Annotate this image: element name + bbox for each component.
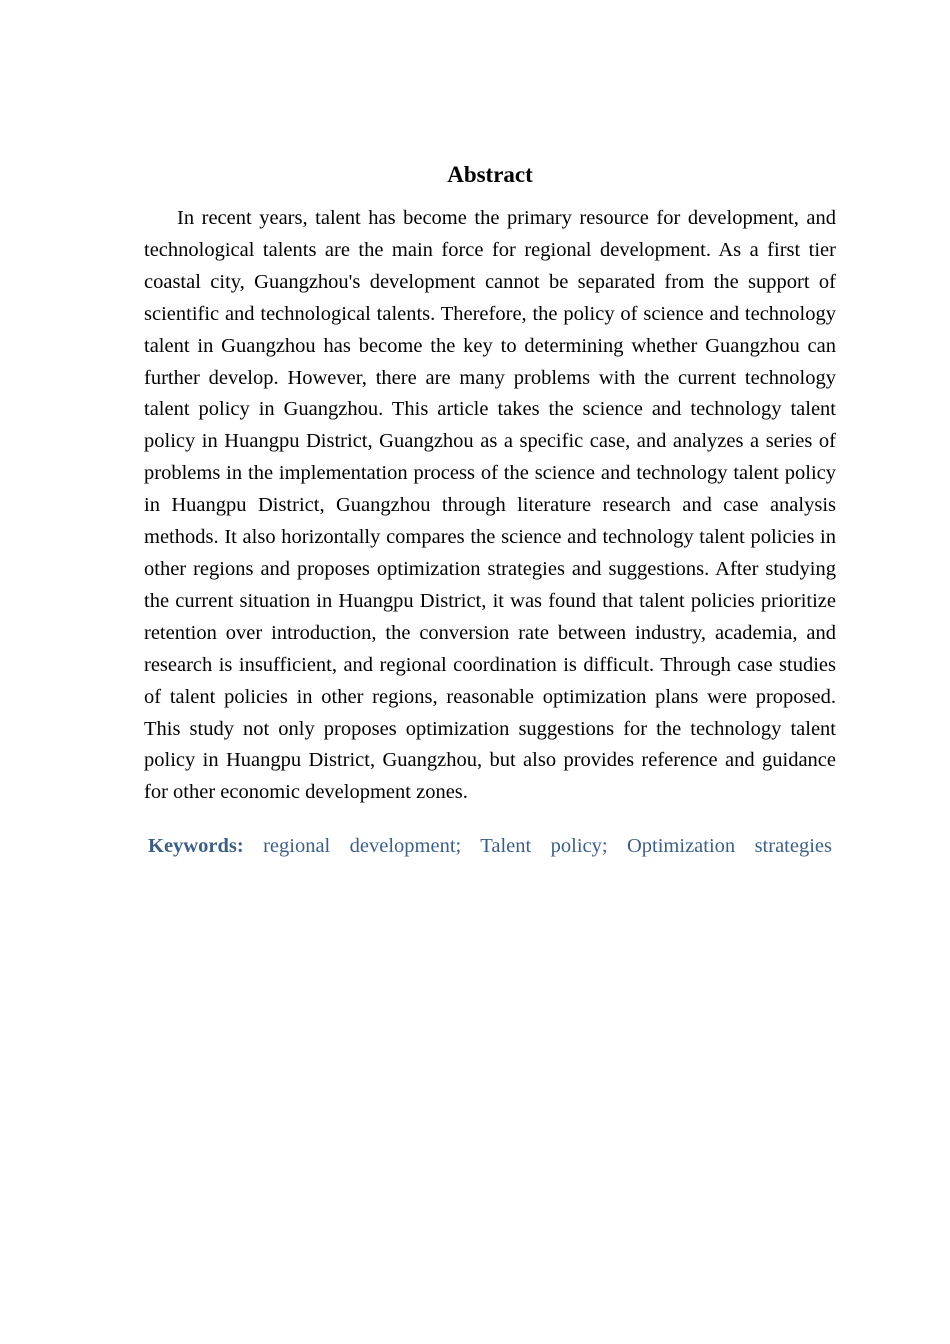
abstract-section	[144, 157, 836, 862]
keywords-line	[144, 830, 836, 862]
abstract-title: Abstract	[447, 162, 533, 187]
keywords-label: Keywords:	[148, 835, 264, 858]
abstract-body: In recent years, talent has become the primary resource for development, and technological talents are the main force for regional development. As a first tier coastal city, Guangzhou's development cannot be separated from the support of scientific and technological talents. Therefore, the policy of science and technology talent in Guangzhou has become the key to determining whether Guangzhou can further develop. However, there are many problems with the current technology talent policy in Guangzhou. This article takes the science and technology talent policy in Huangpu District, Guangzhou as a specific case, and analyzes a series of problems in the implementation process of the science and technology talent policy in Huangpu District, Guangzhou through literature research and case analysis methods. It also horizontally compares the science and technology talent policies in other regions and proposes optimization strategies and suggestions. After studying the current situation in Huangpu District, it was found that talent policies prioritize retention over introduction, the conversion rate between industry, academia, and research is insufficient, and regional coordination is difficult. Through case studies of talent policies in other regions, reasonable optimization plans were proposed. This study not only proposes optimization suggestions for the technology talent policy in Huangpu District, Guangzhou, but also provides reference and guidance for other economic development zones.	[144, 207, 836, 804]
keywords-text: regional development; Talent policy; Optimization strategies	[263, 835, 832, 858]
